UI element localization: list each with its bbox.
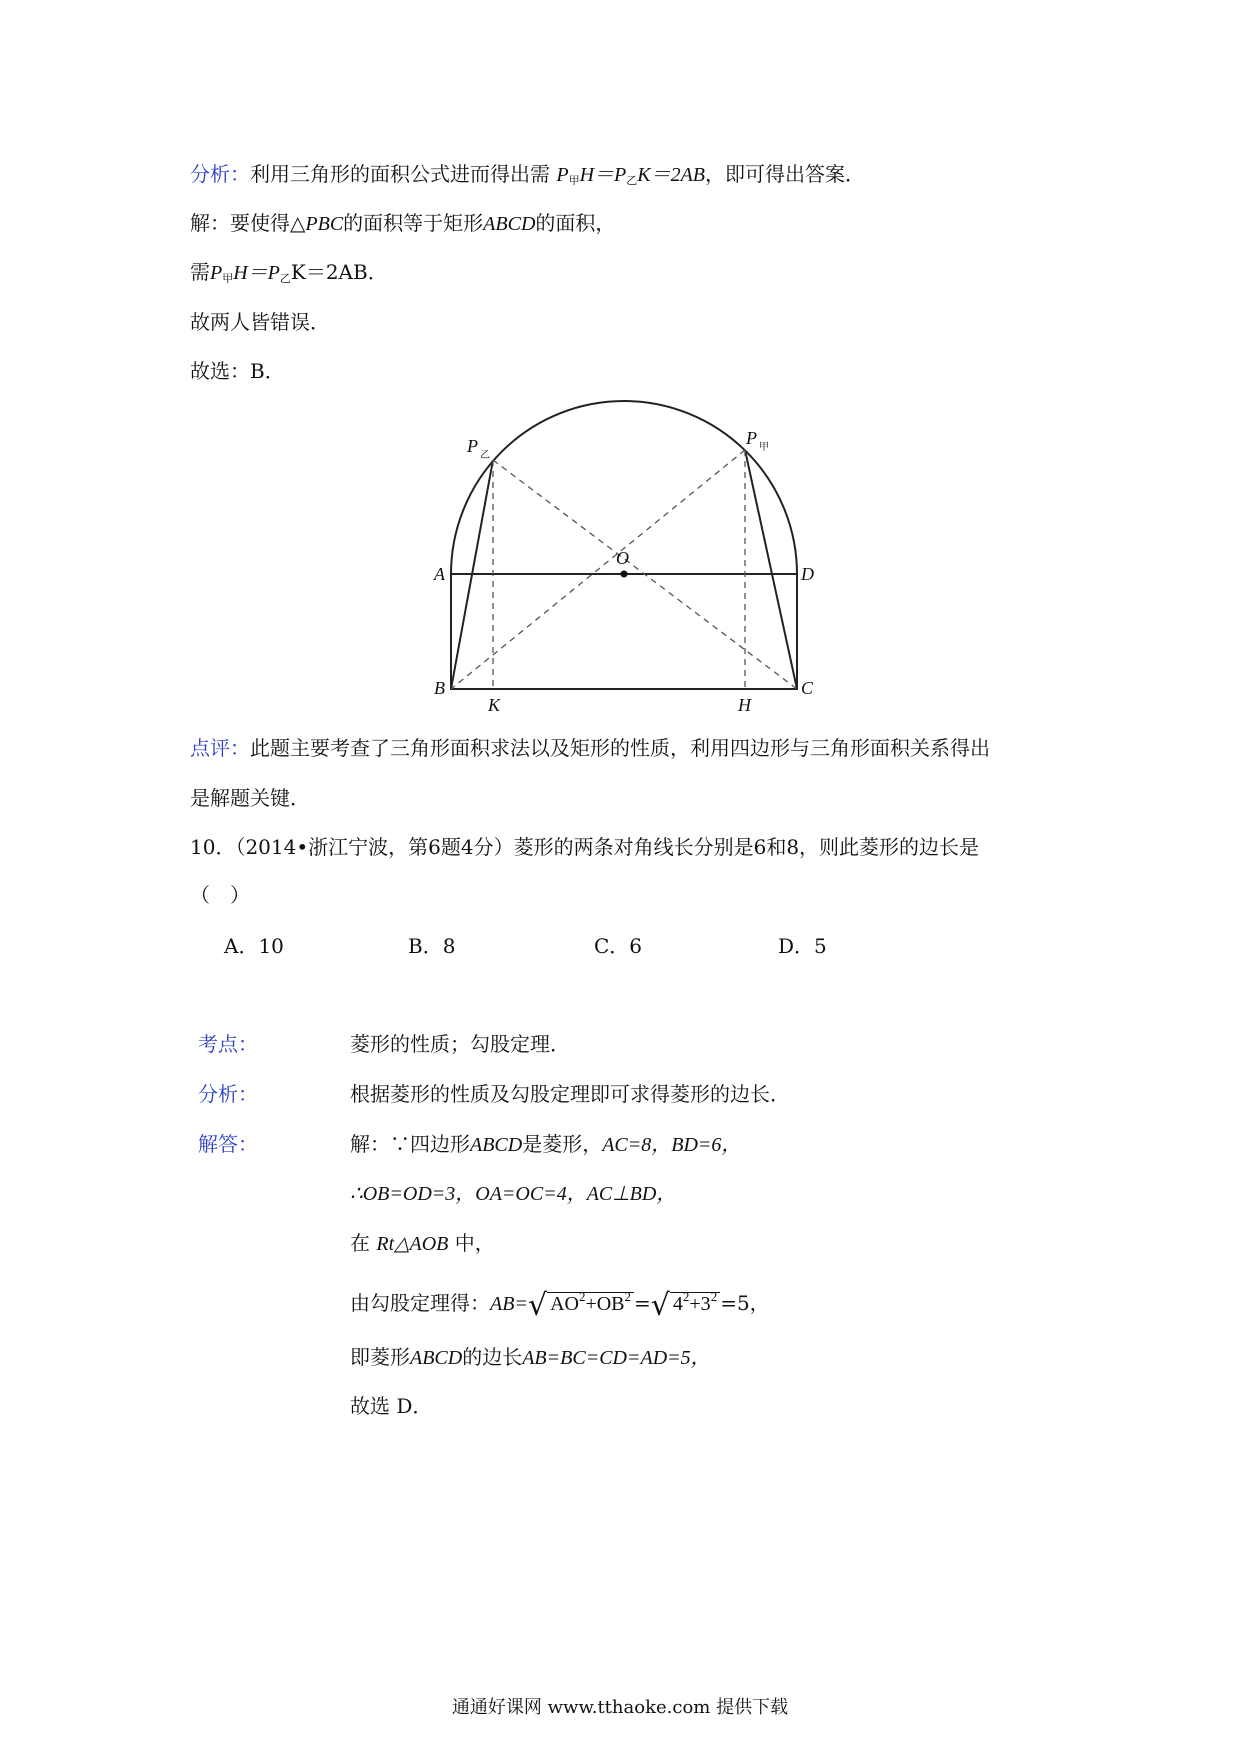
choice-b: B．8 [408,934,456,958]
label-k: K [488,695,501,715]
radical-1: $AO^2+OB^2$ [547,1283,634,1318]
label-o: O [616,548,629,568]
solution-line-4: 故选：B． [190,359,285,383]
footer-text: 通通好课网 www.tthaoke.com 提供下载 [451,1697,789,1718]
analysis-line: 分析：利用三角形的面积公式进而得出需 $P_甲H=P_乙K=2AB$，即可得出答案． [190,162,866,187]
geometry-figure [420,400,820,720]
solution-line-1: 解：要使得△PBC的面积等于矩形ABCD的面积， [190,211,616,235]
question-line-2: （ ） [190,883,250,907]
analysis-tag: 分析： [190,162,250,186]
comment-line-1: 点评：此题主要考查了三角形面积求法以及矩形的性质，利用四边形与三角形面积关系得出 [190,736,990,760]
choice-c: C．6 [594,934,643,958]
radical-2: $4^2+3^2$ [670,1283,720,1318]
fenxi-text: 根据菱形的性质及勾股定理即可求得菱形的边长． [350,1082,790,1106]
label-d: D [801,564,814,584]
dashed-pjia-b [451,450,745,689]
label-p-jia-sub: 甲 [759,442,769,453]
kaodian-label: 考点： [198,1032,258,1056]
solution-line-2: 需$P_甲H=P_乙K=2AB$． [190,260,388,285]
center-point-o [621,571,628,578]
label-a: A [434,564,445,584]
jieda-step-4: 由勾股定理得：AB=√ $AO^2+OB^2$ =√ $4^2+3^2 =5$， [350,1283,770,1320]
label-p-yi-sub: 乙 [480,450,490,461]
question-line-1: 10．（2014•浙江宁波，第6题4分）菱形的两条对角线长分别是6和8，则此菱形的边长是 [190,835,980,859]
choice-a: A．10 [224,934,284,958]
jieda-step-1: 解：∵四边形ABCD是菱形，AC=8，BD=6， [350,1132,742,1156]
segment-c-pjia [745,450,797,689]
label-h: H [738,695,751,715]
kaodian-text: 菱形的性质；勾股定理． [350,1032,570,1056]
comment-tag: 点评： [190,736,250,760]
analysis-text: 利用三角形的面积公式进而得出需 [250,162,550,186]
jieda-step-2: ∴OB=OD=3，OA=OC=4，AC⊥BD， [350,1183,677,1205]
jieda-label: 解答： [198,1132,258,1156]
comment-line-2: 是解题关键． [190,786,310,810]
solution-line-3: 故两人皆错误． [190,310,330,334]
label-c: C [801,678,814,698]
choice-d: D．5 [778,934,827,958]
label-p-jia: P [746,428,757,448]
jieda-step-3: 在 Rt△AOB 中， [350,1231,495,1255]
label-p-yi: P [467,436,478,456]
jieda-step-5: 即菱形ABCD的边长AB=BC=CD=AD=5， [350,1345,711,1369]
jieda-step-6: 故选 D． [350,1394,433,1418]
label-b: B [434,678,445,698]
fenxi-label: 分析： [198,1082,258,1106]
